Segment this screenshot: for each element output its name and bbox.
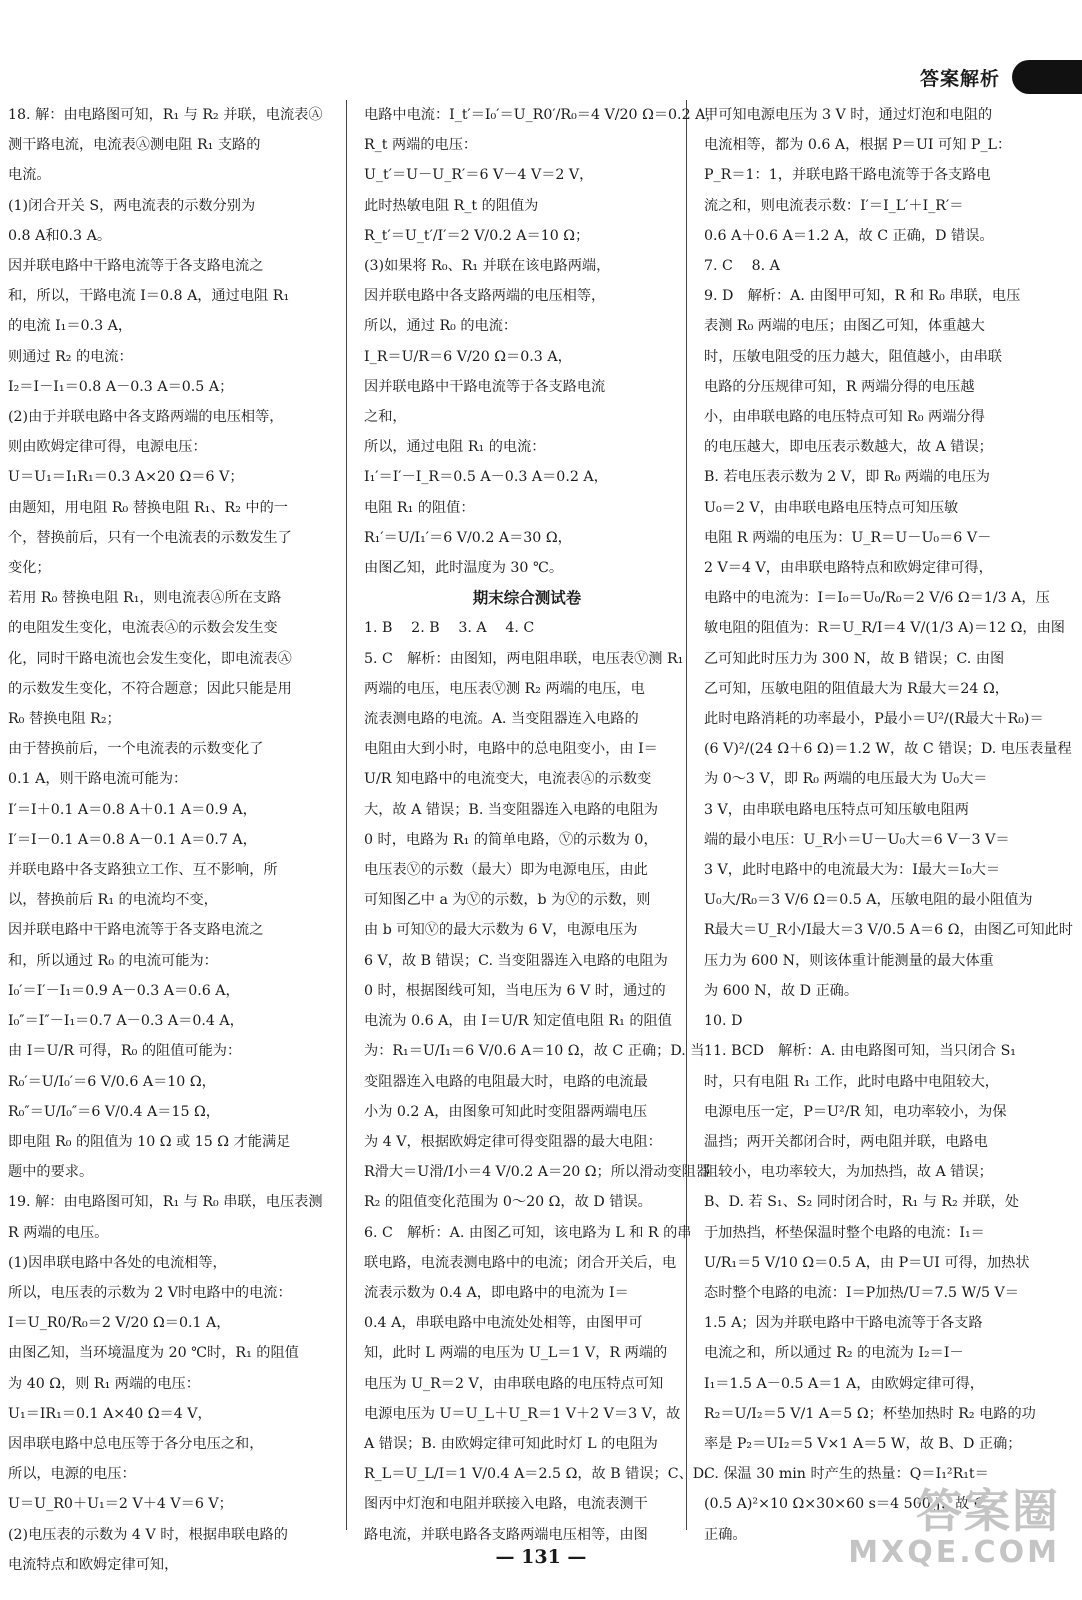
text-line: R₀′＝U/I₀′＝6 V/0.6 A＝10 Ω， [8, 1073, 216, 1090]
text-line: 流之和，则电流表示数：I′＝I_L′＋I_R′＝ [704, 197, 964, 214]
text-line: 因并联电路中干路电流等于各支路电流之 [8, 922, 264, 939]
text-line: 10. D [704, 1013, 743, 1030]
text-line: 3 V，由串联电路电压特点可知压敏电阻两 [704, 801, 969, 818]
text-line: 于加热挡，杯垫保温时整个电路的电流：I₁＝ [704, 1224, 985, 1241]
text-line: 电压为 U_R＝2 V，由串联电路的电压特点可知 [364, 1375, 664, 1392]
text-line: 态时整个电路的电流：I＝P加热/U＝7.5 W/5 V＝ [704, 1284, 1019, 1301]
text-line: 因串联电路中总电压等于各分电压之和， [8, 1435, 264, 1452]
text-line: I₁＝1.5 A－0.5 A＝1 A，由欧姆定律可得， [704, 1375, 984, 1392]
header-label: 答案解析 [919, 68, 1000, 90]
text-line: 6. C 解析：A. 由图乙可知，该电路为 L 和 R 的串 [364, 1224, 692, 1241]
text-line: 0.1 A，则干路电流可能为： [8, 771, 188, 788]
text-line: 为 600 N，故 D 正确。 [704, 982, 859, 999]
text-line: 时，只有电阻 R₁ 工作，此时电路中电阻较大， [704, 1073, 999, 1090]
text-line: 由 I＝U/R 可得，R₀ 的阻值可能为： [8, 1043, 242, 1060]
text-line: 并联电路中各支路独立工作、互不影响，所 [8, 862, 278, 879]
column-divider [346, 100, 347, 1530]
text-line: 此时电路消耗的功率最小，P最小＝U²/(R最大＋R₀)＝ [704, 711, 1044, 728]
text-line: 电阻 R₁ 的阻值： [364, 499, 475, 516]
text-line: (2)由于并联电路中各支路两端的电压相等， [8, 409, 284, 426]
text-line: 两端的电压，电压表Ⓥ测 R₂ 两端的电压，电 [364, 680, 645, 697]
text-line: 为 4 V，根据欧姆定律可得变阻器的最大电阻： [364, 1133, 662, 1150]
text-line: 和，所以通过 R₀ 的电流可能为： [8, 952, 218, 969]
text-line: U₁＝IR₁＝0.1 A×40 Ω＝4 V， [8, 1405, 212, 1422]
section-title: 期末综合测试卷 [472, 589, 582, 608]
text-line: 11. BCD 解析：A. 由电路图可知，当只闭合 S₁ [704, 1043, 1016, 1060]
watermark-text: 答案圈 [916, 1484, 1060, 1538]
text-line: 6 V，故 B 错误；C. 当变阻器连入电路的电阻为 [364, 952, 668, 969]
text-line: 即电阻 R₀ 的阻值为 10 Ω 或 15 Ω 才能满足 [8, 1133, 291, 1150]
text-line: 温挡；两开关都闭合时，两电阻并联，电路电 [704, 1133, 988, 1150]
text-line: I₀′＝I′－I₁＝0.9 A－0.3 A＝0.6 A， [8, 982, 240, 999]
text-line: U/R 知电路中的电流变大，电流表Ⓐ的示数变 [364, 771, 652, 788]
text-line: (3)如果将 R₀、R₁ 并联在该电路两端， [364, 258, 611, 275]
text-line: 变化； [8, 560, 51, 577]
text-line: 电源电压一定，P＝U²/R 知，电功率较小，为保 [704, 1103, 1007, 1120]
text-line: R₂＝U/I₂＝5 V/1 A＝5 Ω；杯垫加热时 R₂ 电路的功 [704, 1405, 1036, 1422]
text-line: 因并联电路中干路电流等于各支路电流 [364, 378, 606, 395]
text-line: 大，故 A 错误；B. 当变阻器连入电路的电阻为 [364, 801, 659, 818]
text-line: I_R＝U/R＝6 V/20 Ω＝0.3 A， [364, 348, 572, 365]
text-line: C. 保温 30 min 时产生的热量：Q＝I₁²R₁t＝ [704, 1466, 989, 1483]
text-line: 电压表Ⓥ的示数（最大）即为电源电压，由此 [364, 862, 648, 879]
text-line: 和，所以，干路电流 I＝0.8 A，通过电阻 R₁ [8, 288, 290, 305]
text-line: 所以，电源的电压： [8, 1466, 136, 1483]
text-line: R₀″＝U/I₀″＝6 V/0.4 A＝15 Ω， [8, 1103, 220, 1120]
text-line: 端的最小电压：U_R小＝U－U₀大＝6 V－3 V＝ [704, 831, 1010, 848]
answer-column-left [8, 100, 334, 1580]
text-line: R_t′＝U_t′/I′＝2 V/0.2 A＝10 Ω； [364, 227, 590, 244]
text-line: 小，由串联电路的电压特点可知 R₀ 两端分得 [704, 409, 985, 426]
text-line: 为：R₁＝U/I₁＝6 V/0.6 A＝10 Ω，故 C 正确；D. 当 [364, 1043, 705, 1060]
text-line: 电源电压为 U＝U_L＋U_R＝1 V＋2 V＝3 V，故 [364, 1405, 681, 1422]
text-line: 的电阻发生变化，电流表Ⓐ的示数会发生变 [8, 620, 278, 637]
text-line: R₂ 的阻值变化范围为 0～20 Ω，故 D 错误。 [364, 1194, 652, 1211]
text-line: 可知图乙中 a 为Ⓥ的示数，b 为Ⓥ的示数，则 [364, 892, 651, 909]
text-line: 所以，通过电阻 R₁ 的电流： [364, 439, 546, 456]
text-line: 表测 R₀ 两端的电压；由图乙可知，体重越大 [704, 318, 985, 335]
text-line: I₀″＝I″－I₁＝0.7 A－0.3 A＝0.4 A， [8, 1013, 244, 1030]
text-line: U_t′＝U－U_R′＝6 V－4 V＝2 V， [364, 167, 594, 184]
text-line: 为 40 Ω，则 R₁ 两端的电压： [8, 1375, 200, 1392]
text-line: 因并联电路中干路电流等于各支路电流之 [8, 258, 264, 275]
answer-column-right [704, 100, 1073, 1550]
text-line: P_R＝1：1，并联电路干路电流等于各支路电 [704, 167, 991, 184]
text-line: 以，替换前后 R₁ 的电流均不变， [8, 892, 218, 909]
text-line: 电流。 [8, 167, 51, 184]
text-line: B、D. 若 S₁、S₂ 同时闭合时，R₁ 与 R₂ 并联，处 [704, 1194, 1020, 1211]
text-line: U＝U_R0＋U₁＝2 V＋4 V＝6 V； [8, 1496, 233, 1513]
text-line: 的示数发生变化，不符合题意；因此只能是用 [8, 680, 292, 697]
text-line: (6 V)²/(24 Ω＋6 Ω)＝1.2 W，故 C 错误；D. 电压表量程 [704, 741, 1072, 758]
text-line: 题中的要求。 [8, 1164, 94, 1181]
text-line: (0.5 A)²×10 Ω×30×60 s＝4 500 J，故 C [704, 1496, 985, 1513]
text-line: 压力为 600 N，则该体重计能测量的最大体重 [704, 952, 994, 969]
text-line: 19. 解：由电路图可知，R₁ 与 R₀ 串联，电压表测 [8, 1194, 323, 1211]
text-line: 敏电阻的阻值为：R＝U_R/I＝4 V/(1/3 A)＝12 Ω，由图 [704, 620, 1065, 637]
text-line: 的电压越大，即电压表示数越大，故 A 错误； [704, 439, 993, 456]
text-line: 2 V＝4 V，由串联电路特点和欧姆定律可得， [704, 560, 993, 577]
text-line: 化，同时干路电流也会发生变化，即电流表Ⓐ [8, 650, 292, 667]
text-line: 乙可知此时压力为 300 N，故 B 错误；C. 由图 [704, 650, 1005, 667]
text-line: B. 若电压表示数为 2 V，即 R₀ 两端的电压为 [704, 469, 990, 486]
text-line: 图丙中灯泡和电阻并联接入电路，电流表测干 [364, 1496, 648, 1513]
text-line: 0 时，根据图线可知，当电压为 6 V 时，通过的 [364, 982, 666, 999]
text-line: 因并联电路中各支路两端的电压相等， [364, 288, 606, 305]
text-line: 7. C 8. A [704, 258, 780, 275]
text-line: I′＝I＋0.1 A＝0.8 A＋0.1 A＝0.9 A， [8, 801, 257, 818]
text-line: I＝U_R0/R₀＝2 V/20 Ω＝0.1 A， [8, 1315, 231, 1332]
text-line: 电路中的电流为：I＝I₀＝U₀/R₀＝2 V/6 Ω＝1/3 A，压 [704, 590, 1050, 607]
text-line: 电流相等，都为 0.6 A，根据 P＝UI 可知 P_L： [704, 137, 1012, 154]
text-line: (2)电压表的示数为 4 V 时，根据串联电路的 [8, 1526, 288, 1543]
text-line: U/R₁＝5 V/10 Ω＝0.5 A，由 P＝UI 可得，加热状 [704, 1254, 1030, 1271]
text-line: 阻较小，电功率较大，为加热挡，故 A 错误； [704, 1164, 993, 1181]
text-line: 所以，电压表的示数为 2 V时电路中的电流： [8, 1284, 292, 1301]
text-line: 电路的分压规律可知，R 两端分得的电压越 [704, 378, 975, 395]
text-line: 由图乙知，此时温度为 30 ℃。 [364, 560, 564, 577]
header-tab-decoration [1012, 60, 1082, 94]
text-line: (1)闭合开关 S，两电流表的示数分别为 [8, 197, 256, 214]
text-line: 乙可知，压敏电阻的阻值最大为 R最大＝24 Ω， [704, 680, 1009, 697]
text-line: 若用 R₀ 替换电阻 R₁，则电流表Ⓐ所在支路 [8, 590, 282, 607]
text-line: 5. C 解析：由图知，两电阻串联，电压表Ⓥ测 R₁ [364, 650, 684, 667]
text-line: R_L＝U_L/I＝1 V/0.4 A＝2.5 Ω，故 B 错误；C、D. [364, 1466, 709, 1483]
text-line: 18. 解：由电路图可知，R₁ 与 R₂ 并联，电流表Ⓐ [8, 107, 323, 123]
text-line: 变阻器连入电路的电阻最大时，电路的电流最 [364, 1073, 648, 1090]
text-line: 电流为 0.6 A，由 I＝U/R 知定值电阻 R₁ 的阻值 [364, 1013, 672, 1030]
text-line: 流表示数为 0.4 A，即电路中的电流为 I＝ [364, 1284, 629, 1301]
text-line: 则通过 R₂ 的电流： [8, 348, 133, 365]
text-line: 由于替换前后，一个电流表的示数变化了 [8, 741, 264, 758]
text-line: 0.4 A，串联电路中电流处处相等，由图甲可 [364, 1315, 643, 1332]
text-line: 3 V，此时电路中的电流最大为：I最大＝I₀大＝ [704, 862, 1001, 879]
text-line: 1. B 2. B 3. A 4. C [364, 620, 535, 637]
text-line: U＝U₁＝I₁R₁＝0.3 A×20 Ω＝6 V； [8, 469, 244, 486]
text-line: I′＝I－0.1 A＝0.8 A－0.1 A＝0.7 A， [8, 831, 257, 848]
answer-column-middle [364, 100, 720, 1550]
text-line: R_t 两端的电压： [364, 137, 478, 154]
text-line: 测干路电流，电流表Ⓐ测电阻 R₁ 支路的 [8, 137, 261, 154]
page-number: — 131 — [495, 1546, 587, 1568]
text-line: I₂＝I－I₁＝0.8 A－0.3 A＝0.5 A； [8, 378, 234, 395]
text-line: R₁′＝U/I₁′＝6 V/0.2 A＝30 Ω， [364, 529, 572, 546]
text-line: 的电流 I₁＝0.3 A， [8, 318, 133, 335]
watermark-url: MXQE.COM [848, 1535, 1060, 1570]
text-line: R 两端的电压。 [8, 1224, 109, 1241]
text-line: 电阻由大到小时，电路中的总电阻变小，由 I＝ [364, 741, 658, 758]
text-line: 0.8 A和0.3 A。 [8, 227, 112, 244]
text-line: 联电路，电流表测电路中的电流；闭合开关后，电 [364, 1254, 677, 1271]
text-line: 由图乙知，当环境温度为 20 ℃时，R₁ 的阻值 [8, 1345, 299, 1362]
page-header [0, 62, 1082, 98]
text-line: 电流特点和欧姆定律可知， [8, 1556, 179, 1573]
text-line: 时，压敏电阻受的压力越大，阻值越小，由串联 [704, 348, 1002, 365]
text-line: 由 b 可知Ⓥ的最大示数为 6 V，电源电压为 [364, 922, 638, 939]
text-line: 正确。 [704, 1526, 747, 1543]
text-line: 0 时，电路为 R₁ 的简单电路，Ⓥ的示数为 0， [364, 831, 658, 848]
text-line: 率是 P₂＝UI₂＝5 V×1 A＝5 W，故 B、D 正确； [704, 1435, 1022, 1452]
text-line: U₀＝2 V，由串联电路电压特点可知压敏 [704, 499, 959, 516]
text-line: 知，此时 L 两端的电压为 U_L＝1 V，R 两端的 [364, 1345, 668, 1362]
text-line: 所以，通过 R₀ 的电流： [364, 318, 518, 335]
text-line: (1)因串联电路中各处的电流相等， [8, 1254, 227, 1271]
text-line: 为 0～3 V，即 R₀ 两端的电压最大为 U₀大＝ [704, 771, 988, 788]
text-line: 电路中电流：I_t′＝I₀′＝U_R0′/R₀＝4 V/20 Ω＝0.2 A， [364, 107, 720, 123]
text-line: 个，替换前后，只有一个电流表的示数发生了 [8, 529, 292, 546]
text-line: U₀大/R₀＝3 V/6 Ω＝0.5 A，压敏电阻的最小阻值为 [704, 892, 1033, 909]
text-line: 电流之和，所以通过 R₂ 的电流为 I₂＝I－ [704, 1345, 964, 1362]
text-line: 由题知，用电阻 R₀ 替换电阻 R₁、R₂ 中的一 [8, 499, 288, 516]
text-line: 0.6 A＋0.6 A＝1.2 A，故 C 正确，D 错误。 [704, 227, 994, 244]
text-line: 1.5 A；因为并联电路中干路电流等于各支路 [704, 1315, 983, 1332]
text-line: 则由欧姆定律可得，电源电压： [8, 439, 207, 456]
text-line: 路电流，并联电路各支路两端电压相等，由图 [364, 1526, 648, 1543]
text-line: 此时热敏电阻 R_t 的阻值为 [364, 197, 539, 214]
text-line: I₁′＝I′－I_R＝0.5 A－0.3 A＝0.2 A， [364, 469, 608, 486]
text-line: R₀ 替换电阻 R₂； [8, 711, 121, 728]
text-line: R滑大＝U滑/I小＝4 V/0.2 A＝20 Ω；所以滑动变阻器 [364, 1164, 711, 1181]
text-line: A 错误；B. 由欧姆定律可知此时灯 L 的电阻为 [364, 1435, 658, 1452]
text-line: 小为 0.2 A，由图象可知此时变阻器两端电压 [364, 1103, 648, 1120]
text-line: 甲可知电源电压为 3 V 时，通过灯泡和电阻的 [704, 107, 993, 123]
text-line: 流表测电路的电流。A. 当变阻器连入电路的 [364, 711, 639, 728]
text-line: R最大＝U_R小/I最大＝3 V/0.5 A＝6 Ω，由图乙可知此时 [704, 922, 1073, 939]
text-line: 9. D 解析：A. 由图甲可知，R 和 R₀ 串联，电压 [704, 288, 1021, 305]
text-line: 电阻 R 两端的电压为：U_R＝U－U₀＝6 V－ [704, 529, 992, 546]
text-line: 之和， [364, 409, 407, 426]
